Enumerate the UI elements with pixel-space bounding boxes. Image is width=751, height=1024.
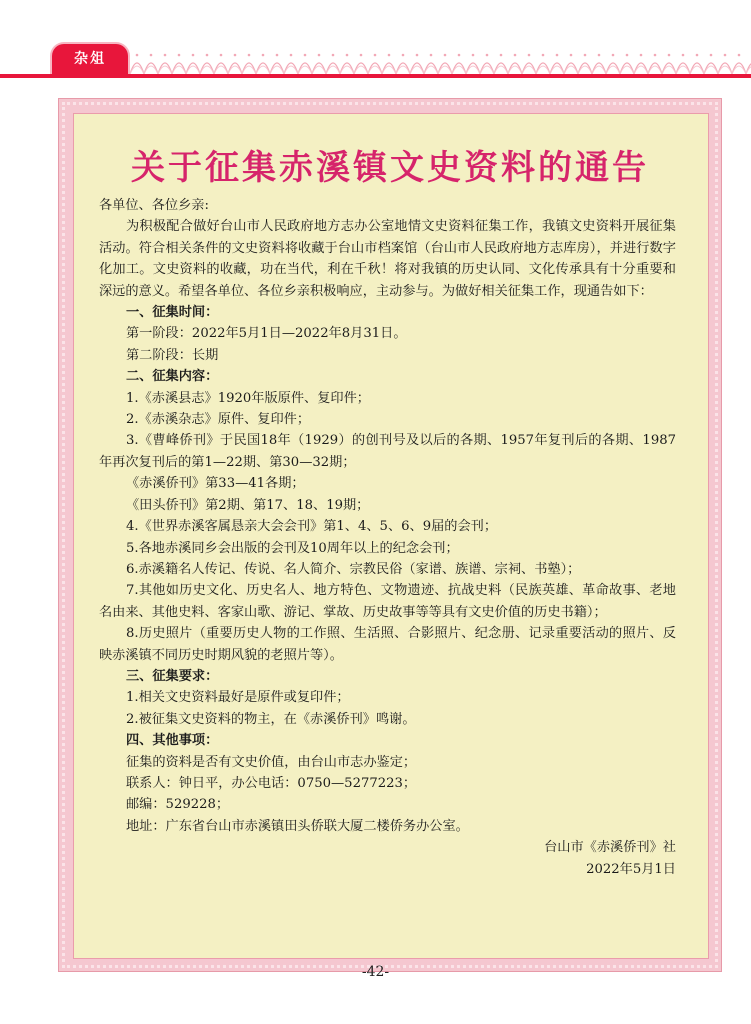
list-item: 2.《赤溪杂志》原件、复印件； [126, 412, 311, 428]
page-header [0, 0, 751, 78]
page-number: -42- [361, 964, 390, 980]
list-item: 6.赤溪籍名人传记、传说、名人简介、宗教民俗（家谱、族谱、宗祠、书塾）； [126, 561, 581, 577]
notice-title: 关于征集赤溪镇文史资料的通告 [131, 148, 649, 188]
list-item: 1.《赤溪县志》1920年版原件、复印件； [126, 390, 370, 406]
list-item: 联系人：钟日平，办公电话：0750—5277223； [126, 775, 417, 791]
section4-heading: 四、其他事项： [126, 733, 219, 749]
list-item: 2.被征集文史资料的物主，在《赤溪侨刊》鸣谢。 [126, 711, 416, 727]
section-label: 杂俎 [74, 51, 106, 67]
list-item: 7.其他如历史文化、历史名人、地方特色、文物遗迹、抗战史料（民族英雄、革命故事、老地名由来、其他史料、客家山歌、游记、掌故、历史故事等等具有文史价值的历史书籍）； [99, 583, 676, 620]
decorative-scallop-border [130, 46, 751, 74]
list-item: 4.《世界赤溪客属恳亲大会会刊》第1、4、5、6、9届的会刊； [126, 519, 498, 535]
header-rule [0, 74, 751, 78]
list-item: 第二阶段：长期 [126, 347, 219, 363]
list-item: 5.各地赤溪同乡会出版的会刊及10周年以上的纪念会刊； [126, 540, 459, 556]
intro-paragraph: 为积极配合做好台山市人民政府地方志办公室地情文史资料征集工作，我镇文史资料开展征集活动。符合相关条件的文史资料将收藏于台山市档案馆（台山市人民政府地方志库房），并进行数字化加工。文史资料的收藏，功在当代，利在千秋！将对我镇的历史认同、文化传承具有十分重要和深远的意义。希望各单位、各位乡亲积极响应，主动参与。为做好相关征集工作，现通告如下： [99, 219, 676, 299]
section1-heading: 一、征集时间： [126, 305, 219, 321]
list-item: 1.相关文史资料最好是原件或复印件； [126, 690, 350, 706]
section3-heading: 三、征集要求： [126, 668, 219, 684]
list-item: 邮编：529228； [126, 797, 230, 813]
salutation: 各单位、各位乡亲: [99, 198, 209, 213]
list-item: 地址：广东省台山市赤溪镇田头侨联大厦二楼侨务办公室。 [126, 818, 469, 834]
list-item: 征集的资料是否有文史价值，由台山市志办鉴定； [126, 754, 417, 770]
list-item: 《赤溪侨刊》第33—41各期； [126, 476, 305, 492]
notice-body [99, 195, 676, 880]
section2-heading: 二、征集内容： [126, 369, 219, 385]
list-item: 8.历史照片（重要历史人物的工作照、生活照、合影照片、纪念册、记录重要活动的照片、反映赤溪镇不同历史时期风貌的老照片等）。 [99, 626, 676, 663]
list-item: 3.《曹峰侨刊》于民国18年（1929）的创刊号及以后的各期、1957年复刊后的各期、1987年再次复刊后的第1—22期、第30—32期； [99, 433, 676, 470]
signature-date: 2022年5月1日 [586, 861, 676, 877]
list-item: 第一阶段：2022年5月1日—2022年8月31日。 [126, 326, 407, 342]
section-tab [52, 44, 128, 74]
list-item: 《田头侨刊》第2期、第17、18、19期； [126, 497, 370, 513]
signature-org: 台山市《赤溪侨刊》社 [544, 840, 676, 856]
